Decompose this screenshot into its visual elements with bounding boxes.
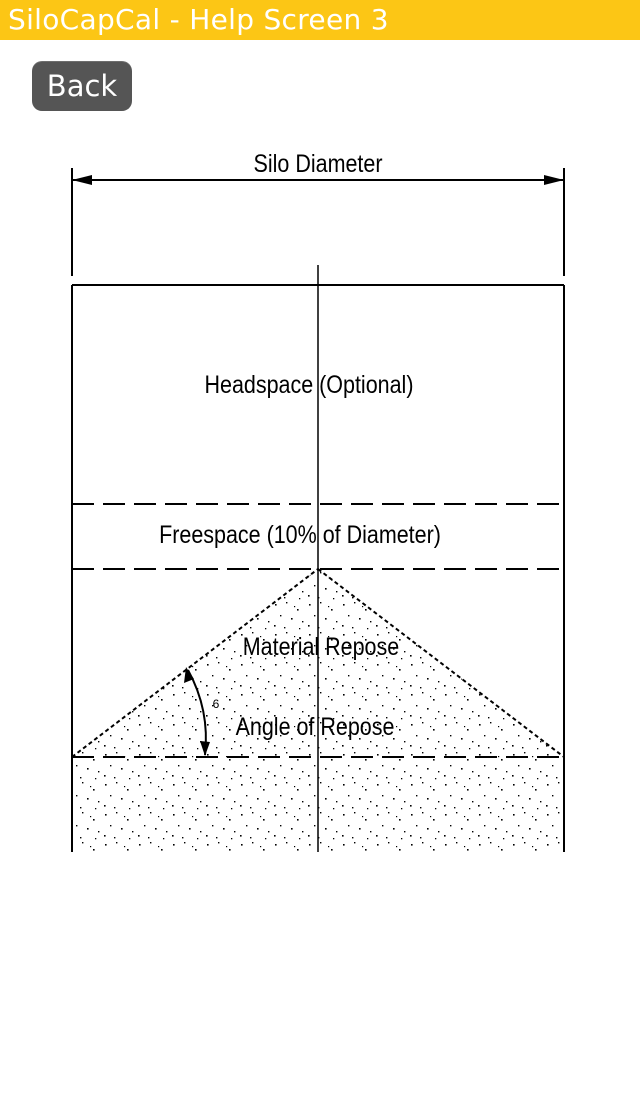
- headspace-label: Headspace (Optional): [204, 370, 414, 399]
- freespace-label: Freespace (10% of Diameter): [159, 520, 441, 549]
- diameter-right-arrow: [544, 175, 564, 185]
- diameter-left-arrow: [72, 175, 92, 185]
- angle-of-repose-label: Angle of Repose: [235, 712, 395, 741]
- back-button[interactable]: Back: [32, 61, 132, 111]
- angle-symbol-label: 6: [212, 697, 220, 711]
- screen-title: SiloCapCal - Help Screen 3: [8, 3, 389, 36]
- silo-diameter-label: Silo Diameter: [253, 149, 383, 178]
- material-repose-label: Material Repose: [242, 632, 400, 661]
